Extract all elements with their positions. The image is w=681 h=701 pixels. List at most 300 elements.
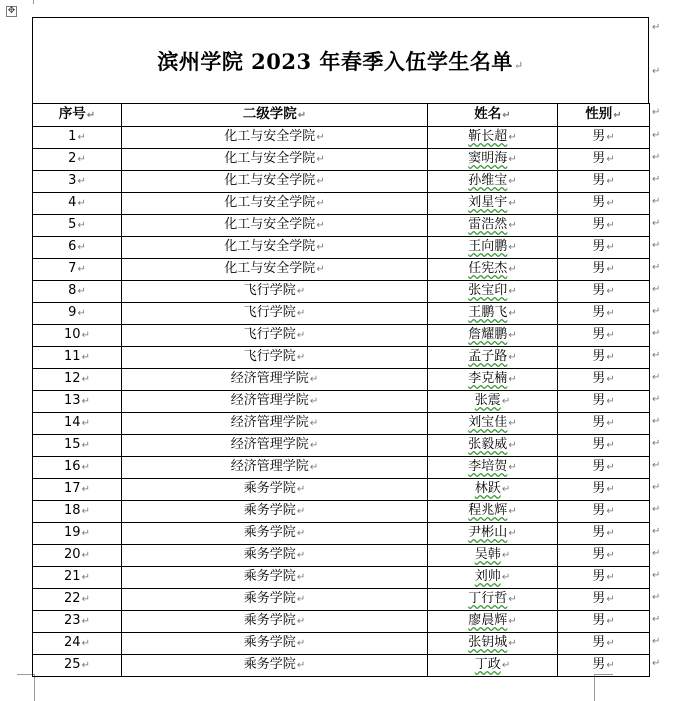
cell-end-mark-icon: ↵: [606, 616, 615, 627]
cell-end-mark-icon: ↵: [81, 330, 90, 341]
cell-end-mark-icon: ↵: [606, 572, 615, 583]
cell-college-text: 乘务学院: [243, 613, 296, 628]
cell-college-text: 经济管理学院: [230, 459, 309, 474]
header-cell-name[interactable]: 姓名↵: [428, 104, 558, 127]
cell-college-text: 乘务学院: [243, 503, 296, 518]
table-row: [33, 127, 650, 149]
table-row: [33, 281, 650, 303]
cell-college[interactable]: [122, 391, 428, 413]
cell-number-text: 11: [64, 349, 81, 364]
cell-gender[interactable]: [558, 567, 650, 589]
cell-name-text: 窦明海: [468, 151, 508, 166]
cell-number-text: 14: [64, 415, 81, 430]
cell-gender-text: 男: [592, 129, 606, 144]
cell-number[interactable]: [33, 127, 122, 149]
cell-gender-text: 男: [592, 459, 606, 474]
cell-end-mark-icon: ↵: [81, 550, 90, 561]
cell-end-mark-icon: ↵: [81, 462, 90, 473]
cell-end-mark-icon: ↵: [508, 198, 517, 209]
cell-end-mark-icon: ↵: [501, 660, 511, 671]
cell-college[interactable]: [122, 611, 428, 633]
table-row: [33, 655, 650, 677]
cell-end-mark-icon: ↵: [501, 484, 511, 495]
cell-college[interactable]: [122, 435, 428, 457]
cell-college[interactable]: [122, 325, 428, 347]
cell-number[interactable]: [33, 633, 122, 655]
table-row: [33, 237, 650, 259]
row-end-mark-icon: ↵: [652, 261, 661, 273]
cell-college-text: 乘务学院: [243, 635, 296, 650]
row-end-mark-icon: ↵: [652, 151, 661, 163]
row-end-mark-icon: ↵: [652, 613, 661, 625]
cell-end-mark-icon: ↵: [81, 660, 90, 671]
header-cell-number[interactable]: 序号↵: [33, 104, 122, 127]
crop-mark-bottom-right: [594, 674, 613, 701]
cell-end-mark-icon: ↵: [501, 396, 511, 407]
table-row: [33, 259, 650, 281]
cell-name[interactable]: [428, 325, 558, 347]
cell-name-text: 刘帅: [474, 569, 501, 584]
cell-name[interactable]: [428, 193, 558, 215]
cell-college[interactable]: [122, 303, 428, 325]
cell-college-text: 经济管理学院: [230, 371, 309, 386]
table-move-handle-icon[interactable]: ✥: [7, 6, 16, 16]
cell-college[interactable]: [122, 545, 428, 567]
cell-gender-text: 男: [592, 503, 606, 518]
cell-end-mark-icon: ↵: [606, 374, 615, 385]
cell-end-mark-icon: ↵: [81, 616, 90, 627]
cell-end-mark-icon: ↵: [508, 418, 517, 429]
cell-name-text: 李克楠: [468, 371, 508, 386]
cell-college-text: 化工与安全学院: [224, 129, 316, 144]
cell-college[interactable]: [122, 347, 428, 369]
cell-end-mark-icon: ↵: [309, 418, 319, 429]
cell-end-mark-icon: ↵: [606, 594, 615, 605]
cell-end-mark-icon: ↵: [81, 396, 90, 407]
table-row: [33, 567, 650, 589]
row-end-mark-icon: ↵: [652, 393, 661, 405]
cell-gender-text: 男: [592, 569, 606, 584]
cell-gender[interactable]: [558, 435, 650, 457]
cell-end-mark-icon: ↵: [508, 506, 517, 517]
cell-name-text: 詹耀鹏: [468, 327, 508, 342]
cell-name[interactable]: [428, 237, 558, 259]
cell-gender-text: 男: [592, 371, 606, 386]
cell-college[interactable]: [122, 523, 428, 545]
cell-name[interactable]: [428, 567, 558, 589]
cell-college[interactable]: [122, 413, 428, 435]
row-end-mark-icon: ↵: [652, 22, 661, 33]
cell-number[interactable]: [33, 545, 122, 567]
cell-number-text: 21: [64, 569, 81, 584]
cell-name[interactable]: [428, 589, 558, 611]
cell-gender[interactable]: [558, 501, 650, 523]
cell-name[interactable]: [428, 149, 558, 171]
row-end-mark-icon: ↵: [652, 349, 661, 361]
cell-gender-text: 男: [592, 173, 606, 188]
cell-college[interactable]: [122, 655, 428, 677]
cell-number[interactable]: [33, 215, 122, 237]
cell-end-mark-icon: ↵: [508, 176, 517, 187]
cell-end-mark-icon: ↵: [77, 286, 86, 297]
cell-end-mark-icon: ↵: [81, 638, 90, 649]
cell-name[interactable]: [428, 523, 558, 545]
cell-end-mark-icon: ↵: [606, 462, 615, 473]
cell-end-mark-icon: ↵: [77, 242, 86, 253]
cell-number[interactable]: [33, 479, 122, 501]
cell-end-mark-icon: ↵: [81, 506, 90, 517]
cell-number-text: 24: [64, 635, 81, 650]
cell-name[interactable]: [428, 655, 558, 677]
cell-end-mark-icon: ↵: [316, 198, 325, 209]
cell-number[interactable]: [33, 413, 122, 435]
cell-name-text: 张毅威: [468, 437, 508, 452]
cell-end-mark-icon: ↵: [296, 638, 306, 649]
cell-end-mark-icon: ↵: [606, 484, 615, 495]
cell-name-text: 张震: [474, 393, 501, 408]
cell-college-text: 化工与安全学院: [224, 217, 316, 232]
cell-end-mark-icon: ↵: [606, 440, 615, 451]
table-row: [33, 633, 650, 655]
table-row: [33, 523, 650, 545]
cell-college[interactable]: [122, 281, 428, 303]
cell-end-mark-icon: ↵: [606, 154, 615, 165]
cell-name[interactable]: [428, 281, 558, 303]
cell-end-mark-icon: ↵: [309, 396, 319, 407]
cell-gender-text: 男: [592, 305, 606, 320]
cell-gender[interactable]: [558, 413, 650, 435]
cell-number[interactable]: [33, 369, 122, 391]
cell-end-mark-icon: ↵: [606, 660, 615, 671]
cell-name[interactable]: [428, 633, 558, 655]
row-end-mark-icon: ↵: [652, 66, 661, 77]
cell-gender[interactable]: [558, 215, 650, 237]
table-row: [33, 149, 650, 171]
cell-name[interactable]: [428, 127, 558, 149]
cell-number[interactable]: [33, 171, 122, 193]
cell-name-text: 林跃: [474, 481, 501, 496]
cell-gender-text: 男: [592, 195, 606, 210]
cell-end-mark-icon: ↵: [316, 132, 325, 143]
cell-end-mark-icon: ↵: [77, 308, 86, 319]
cell-end-mark-icon: ↵: [296, 616, 306, 627]
cell-end-mark-icon: ↵: [606, 242, 615, 253]
cell-gender[interactable]: [558, 611, 650, 633]
table-row: [33, 479, 650, 501]
cell-end-mark-icon: ↵: [606, 308, 615, 319]
row-end-mark-icon: ↵: [652, 327, 661, 339]
cell-gender[interactable]: [558, 149, 650, 171]
cell-end-mark-icon: ↵: [508, 330, 517, 341]
cell-number-text: 18: [64, 503, 81, 518]
cell-end-mark-icon: ↵: [296, 550, 306, 561]
cell-college[interactable]: [122, 215, 428, 237]
cell-end-mark-icon: ↵: [316, 220, 325, 231]
cell-college-text: 化工与安全学院: [224, 261, 316, 276]
row-end-mark-icon: ↵: [652, 371, 661, 383]
cell-end-mark-icon: ↵: [81, 352, 90, 363]
row-end-mark-icon: ↵: [652, 173, 661, 185]
cell-number[interactable]: [33, 457, 122, 479]
cell-name[interactable]: [428, 479, 558, 501]
cell-name[interactable]: [428, 215, 558, 237]
cell-number[interactable]: [33, 611, 122, 633]
cell-gender[interactable]: [558, 171, 650, 193]
cell-name[interactable]: [428, 545, 558, 567]
cell-end-mark-icon: ↵: [296, 286, 306, 297]
cell-gender[interactable]: [558, 523, 650, 545]
cell-end-mark-icon: ↵: [296, 572, 306, 583]
cell-gender[interactable]: [558, 457, 650, 479]
header-cell-gender[interactable]: 性别↵: [558, 104, 650, 127]
cell-end-mark-icon: ↵: [508, 264, 517, 275]
cell-gender[interactable]: [558, 303, 650, 325]
cell-name-text: 丁行哲: [468, 591, 508, 606]
table-row: [33, 215, 650, 237]
cell-end-mark-icon: ↵: [508, 528, 517, 539]
cell-name[interactable]: [428, 413, 558, 435]
cell-number[interactable]: [33, 391, 122, 413]
cell-gender[interactable]: [558, 369, 650, 391]
cell-gender[interactable]: [558, 193, 650, 215]
cell-name[interactable]: [428, 171, 558, 193]
cell-end-mark-icon: ↵: [501, 572, 511, 583]
cell-name[interactable]: [428, 369, 558, 391]
cell-end-mark-icon: ↵: [606, 330, 615, 341]
cell-end-mark-icon: ↵: [606, 286, 615, 297]
cell-college-text: 乘务学院: [243, 569, 296, 584]
cell-name-text: 王鹏飞: [468, 305, 508, 320]
cell-gender-text: 男: [592, 591, 606, 606]
cell-gender[interactable]: [558, 237, 650, 259]
cell-college[interactable]: [122, 589, 428, 611]
cell-end-mark-icon: ↵: [81, 528, 90, 539]
cell-college-text: 乘务学院: [243, 547, 296, 562]
cell-number[interactable]: [33, 259, 122, 281]
cell-gender[interactable]: [558, 259, 650, 281]
cell-college-text: 飞行学院: [243, 305, 296, 320]
cell-end-mark-icon: ↵: [77, 132, 86, 143]
cell-college[interactable]: [122, 237, 428, 259]
table-row: [33, 171, 650, 193]
cell-college[interactable]: [122, 479, 428, 501]
cell-number[interactable]: [33, 193, 122, 215]
cell-college-text: 飞行学院: [243, 349, 296, 364]
cell-name[interactable]: [428, 457, 558, 479]
cell-number[interactable]: [33, 325, 122, 347]
cell-gender[interactable]: [558, 127, 650, 149]
cell-number-text: 1: [68, 129, 77, 144]
cell-number-text: 22: [64, 591, 81, 606]
cell-end-mark-icon: ↵: [77, 220, 86, 231]
cell-name[interactable]: [428, 303, 558, 325]
cell-end-mark-icon: ↵: [501, 550, 511, 561]
cell-end-mark-icon: ↵: [81, 484, 90, 495]
cell-college-text: 乘务学院: [243, 591, 296, 606]
cell-end-mark-icon: ↵: [508, 352, 517, 363]
cell-end-mark-icon: ↵: [606, 352, 615, 363]
table-row: [33, 435, 650, 457]
cell-gender-text: 男: [592, 657, 606, 672]
cell-end-mark-icon: ↵: [81, 440, 90, 451]
cell-number[interactable]: [33, 237, 122, 259]
cell-name[interactable]: [428, 259, 558, 281]
title-cell[interactable]: [32, 17, 649, 103]
cell-number-text: 2: [68, 151, 77, 166]
cell-college[interactable]: [122, 457, 428, 479]
cell-number-text: 19: [64, 525, 81, 540]
table-row: [33, 193, 650, 215]
cell-college[interactable]: [122, 127, 428, 149]
row-end-mark-icon: ↵: [652, 459, 661, 471]
cell-gender-text: 男: [592, 239, 606, 254]
cell-college[interactable]: [122, 193, 428, 215]
cell-end-mark-icon: ↵: [606, 198, 615, 209]
cell-gender-text: 男: [592, 393, 606, 408]
cell-number-text: 9: [68, 305, 77, 320]
row-end-mark-icon: ↵: [652, 106, 661, 118]
row-end-mark-icon: ↵: [652, 283, 661, 295]
cell-end-mark-icon: ↵: [606, 550, 615, 561]
cell-college-text: 经济管理学院: [230, 437, 309, 452]
cell-college[interactable]: [122, 171, 428, 193]
crop-mark-bottom-left: [17, 674, 35, 701]
row-end-mark-icon: ↵: [652, 635, 661, 647]
cell-end-mark-icon: ↵: [296, 308, 306, 319]
cell-college-text: 化工与安全学院: [224, 173, 316, 188]
cell-gender-text: 男: [592, 635, 606, 650]
cell-gender[interactable]: [558, 391, 650, 413]
cell-end-mark-icon: ↵: [606, 220, 615, 231]
cell-college-text: 化工与安全学院: [224, 239, 316, 254]
cell-end-mark-icon: ↵: [508, 308, 517, 319]
cell-number[interactable]: [33, 523, 122, 545]
table-row: [33, 369, 650, 391]
row-end-mark-icon: ↵: [652, 503, 661, 515]
cell-number-text: 12: [64, 371, 81, 386]
cell-name-text: 尹彬山: [468, 525, 508, 540]
cell-number-text: 6: [68, 239, 77, 254]
cell-college[interactable]: [122, 369, 428, 391]
cell-number[interactable]: [33, 303, 122, 325]
cell-number-text: 3: [68, 173, 77, 188]
cell-college-text: 化工与安全学院: [224, 195, 316, 210]
cell-gender[interactable]: [558, 655, 650, 677]
row-end-mark-icon: ↵: [652, 415, 661, 427]
cell-gender[interactable]: [558, 479, 650, 501]
cell-number[interactable]: [33, 281, 122, 303]
cell-end-mark-icon: ↵: [606, 418, 615, 429]
cell-end-mark-icon: ↵: [77, 264, 86, 275]
cell-end-mark-icon: ↵: [296, 330, 306, 341]
cell-end-mark-icon: ↵: [508, 638, 517, 649]
cell-number[interactable]: [33, 435, 122, 457]
cell-name[interactable]: [428, 391, 558, 413]
cell-end-mark-icon: ↵: [508, 462, 517, 473]
cell-end-mark-icon: ↵: [508, 242, 517, 253]
cell-number[interactable]: [33, 149, 122, 171]
cell-gender-text: 男: [592, 349, 606, 364]
cell-name-text: 吴韩: [474, 547, 501, 562]
table-row: [33, 325, 650, 347]
cell-gender[interactable]: [558, 325, 650, 347]
cell-name[interactable]: [428, 501, 558, 523]
cell-college[interactable]: [122, 259, 428, 281]
cell-name-text: 张钥城: [468, 635, 508, 650]
cell-college-text: 化工与安全学院: [224, 151, 316, 166]
cell-gender[interactable]: [558, 281, 650, 303]
header-cell-college[interactable]: 二级学院↵: [122, 104, 428, 127]
cell-gender-text: 男: [592, 613, 606, 628]
cell-gender-text: 男: [592, 261, 606, 276]
cell-gender[interactable]: [558, 589, 650, 611]
cell-number[interactable]: [33, 347, 122, 369]
row-end-mark-icon: ↵: [652, 569, 661, 581]
cell-name[interactable]: [428, 611, 558, 633]
cell-college[interactable]: [122, 633, 428, 655]
cell-name-text: 雷浩然: [468, 217, 508, 232]
cell-number-text: 8: [68, 283, 77, 298]
table-row: [33, 457, 650, 479]
cell-end-mark-icon: ↵: [309, 462, 319, 473]
row-end-mark-icon: ↵: [652, 305, 661, 317]
cell-end-mark-icon: ↵: [309, 440, 319, 451]
cell-college-text: 乘务学院: [243, 525, 296, 540]
cell-college[interactable]: [122, 149, 428, 171]
cell-end-mark-icon: ↵: [606, 396, 615, 407]
cell-gender[interactable]: [558, 633, 650, 655]
cell-gender-text: 男: [592, 283, 606, 298]
cell-name[interactable]: [428, 347, 558, 369]
cell-college-text: 经济管理学院: [230, 415, 309, 430]
cell-number-text: 7: [68, 261, 77, 276]
cell-college-text: 飞行学院: [243, 327, 296, 342]
cell-number[interactable]: [33, 567, 122, 589]
table-row: [33, 589, 650, 611]
cell-name-text: 王向鹏: [468, 239, 508, 254]
cell-college[interactable]: [122, 501, 428, 523]
cell-name-text: 靳长超: [468, 129, 508, 144]
table-row: [33, 347, 650, 369]
cell-college-text: 飞行学院: [243, 283, 296, 298]
cell-number[interactable]: [33, 589, 122, 611]
cell-number-text: 16: [64, 459, 81, 474]
cell-number[interactable]: [33, 655, 122, 677]
cell-gender[interactable]: [558, 545, 650, 567]
row-end-mark-icon: ↵: [652, 525, 661, 537]
cell-college[interactable]: [122, 567, 428, 589]
cell-name-text: 刘星宇: [468, 195, 508, 210]
cell-end-mark-icon: ↵: [316, 242, 325, 253]
cell-end-mark-icon: ↵: [81, 594, 90, 605]
cell-end-mark-icon: ↵: [508, 132, 517, 143]
cell-number-text: 23: [64, 613, 81, 628]
cell-end-mark-icon: ↵: [81, 374, 90, 385]
cell-name-text: 孟子路: [468, 349, 508, 364]
cell-gender[interactable]: [558, 347, 650, 369]
cell-end-mark-icon: ↵: [296, 528, 306, 539]
cell-end-mark-icon: ↵: [606, 528, 615, 539]
cell-end-mark-icon: ↵: [316, 154, 325, 165]
cell-end-mark-icon: ↵: [606, 176, 615, 187]
cell-name[interactable]: [428, 435, 558, 457]
table-row: [33, 611, 650, 633]
table-row: [33, 391, 650, 413]
cell-end-mark-icon: ↵: [508, 154, 517, 165]
cell-end-mark-icon: ↵: [77, 154, 86, 165]
cell-end-mark-icon: ↵: [296, 484, 306, 495]
cell-number[interactable]: [33, 501, 122, 523]
